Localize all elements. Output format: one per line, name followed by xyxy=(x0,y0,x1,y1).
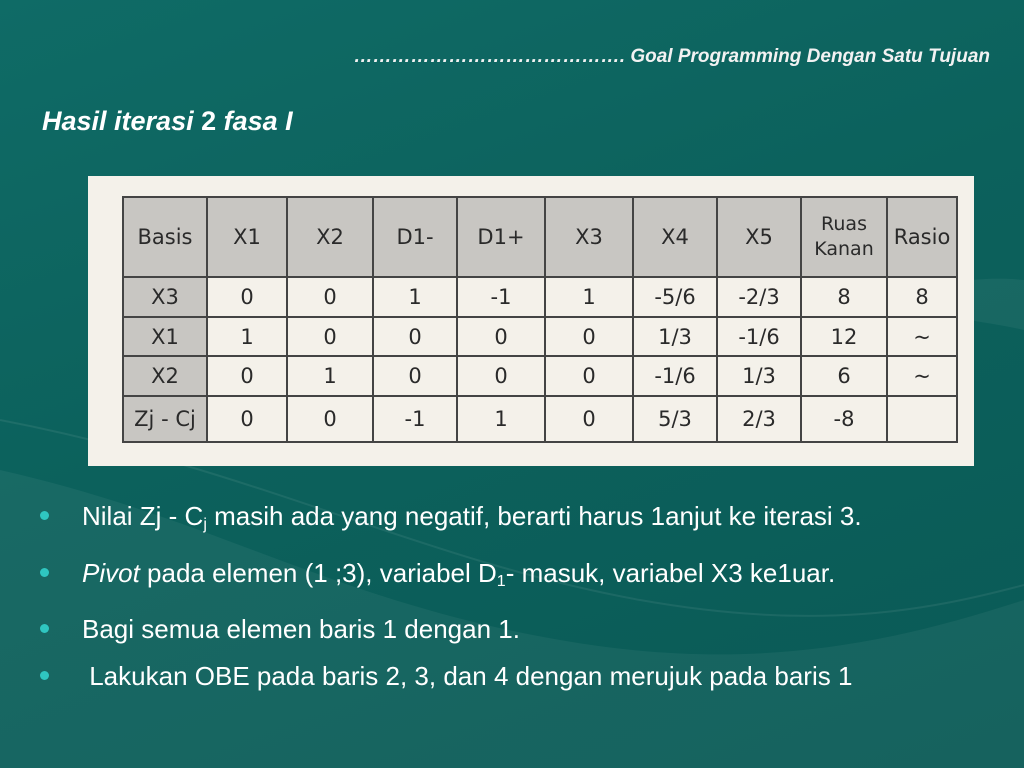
table-cell: X3 xyxy=(123,277,207,317)
bullet-dot-icon xyxy=(40,511,49,520)
bullet-item-4 xyxy=(40,658,990,694)
table-row xyxy=(123,396,957,442)
table-row xyxy=(123,317,957,356)
table-cell: 8 xyxy=(887,277,957,317)
bullet-1-text-a: Nilai Zj - C xyxy=(82,501,204,531)
table-cell: -1/6 xyxy=(717,317,801,356)
table-cell: -2/3 xyxy=(717,277,801,317)
table-cell: 1 xyxy=(287,356,373,396)
simplex-table xyxy=(122,196,958,443)
table-cell: 1 xyxy=(207,317,287,356)
header-cell-x3: X3 xyxy=(545,197,633,277)
table-cell: 1/3 xyxy=(633,317,717,356)
table-cell: 0 xyxy=(287,396,373,442)
table-cell: 0 xyxy=(207,356,287,396)
table-cell: 1 xyxy=(457,396,545,442)
header-cell-d1-minus: D1- xyxy=(373,197,457,277)
bullet-2-italic: Pivot xyxy=(82,558,140,588)
table-cell: 0 xyxy=(373,356,457,396)
table-row xyxy=(123,356,957,396)
header-cell-d1-plus: D1+ xyxy=(457,197,545,277)
table-cell: X2 xyxy=(123,356,207,396)
table-cell: 0 xyxy=(545,396,633,442)
table-cell: -5/6 xyxy=(633,277,717,317)
table-cell: X1 xyxy=(123,317,207,356)
table-cell: 0 xyxy=(373,317,457,356)
slide-subtitle xyxy=(42,106,293,137)
header-cell-x4: X4 xyxy=(633,197,717,277)
table-cell: 1 xyxy=(373,277,457,317)
ruas-line-2: Kanan xyxy=(814,238,874,260)
bullet-dot-icon xyxy=(40,671,49,680)
table-cell xyxy=(887,396,957,442)
scanned-table-image xyxy=(88,176,974,466)
header-cell-x1: X1 xyxy=(207,197,287,277)
table-cell: -1/6 xyxy=(633,356,717,396)
table-cell: -1 xyxy=(373,396,457,442)
table-cell: 2/3 xyxy=(717,396,801,442)
bullet-1-subscript: j xyxy=(203,516,207,533)
header-cell-x5: X5 xyxy=(717,197,801,277)
subtitle-number: 2 xyxy=(201,106,217,136)
subtitle-prefix: Hasil iterasi xyxy=(42,106,202,136)
bullet-1-text-b: masih ada yang negatif, berarti harus 1anjut ke iterasi 3. xyxy=(206,501,862,531)
table-cell: 6 xyxy=(801,356,887,396)
header-title: ……………………………………. Goal Programming Dengan Satu Tujuan xyxy=(353,46,990,67)
table-cell: 12 xyxy=(801,317,887,356)
table-cell: 0 xyxy=(457,356,545,396)
header-cell-ruas-kanan xyxy=(801,197,887,277)
table-cell: 5/3 xyxy=(633,396,717,442)
table-cell: 1/3 xyxy=(717,356,801,396)
bullet-3-text: Bagi semua elemen baris 1 dengan 1. xyxy=(82,614,520,644)
table-cell: 8 xyxy=(801,277,887,317)
table-cell: 0 xyxy=(287,317,373,356)
bullet-2-text-b: - masuk, variabel X3 ke1uar. xyxy=(505,558,836,588)
table-cell: ~ xyxy=(887,317,957,356)
table-cell: 0 xyxy=(545,317,633,356)
table-cell: 0 xyxy=(545,356,633,396)
bullet-item-2 xyxy=(40,555,990,600)
table-cell: 0 xyxy=(287,277,373,317)
table-cell: 0 xyxy=(207,396,287,442)
table-cell: 0 xyxy=(457,317,545,356)
bullet-item-3 xyxy=(40,611,990,647)
bullet-item-1 xyxy=(40,498,990,543)
table-cell: ~ xyxy=(887,356,957,396)
table-cell: 1 xyxy=(545,277,633,317)
table-header-row xyxy=(123,197,957,277)
table-row xyxy=(123,277,957,317)
bullet-dot-icon xyxy=(40,568,49,577)
table-cell: -1 xyxy=(457,277,545,317)
subtitle-suffix: fasa I xyxy=(216,106,293,136)
bullet-list xyxy=(40,498,990,705)
bullet-2-text-a: pada elemen (1 ;3), variabel D xyxy=(139,558,497,588)
bullet-2-subscript: 1 xyxy=(496,573,506,590)
bullet-4-text: Lakukan OBE pada baris 2, 3, dan 4 dengan merujuk pada baris 1 xyxy=(82,661,853,691)
table-cell: -8 xyxy=(801,396,887,442)
ruas-line-1: Ruas xyxy=(821,213,867,235)
table-cell: Zj - Cj xyxy=(123,396,207,442)
header-cell-rasio: Rasio xyxy=(887,197,957,277)
header-cell-basis: Basis xyxy=(123,197,207,277)
header-cell-x2: X2 xyxy=(287,197,373,277)
table-cell: 0 xyxy=(207,277,287,317)
bullet-dot-icon xyxy=(40,624,49,633)
